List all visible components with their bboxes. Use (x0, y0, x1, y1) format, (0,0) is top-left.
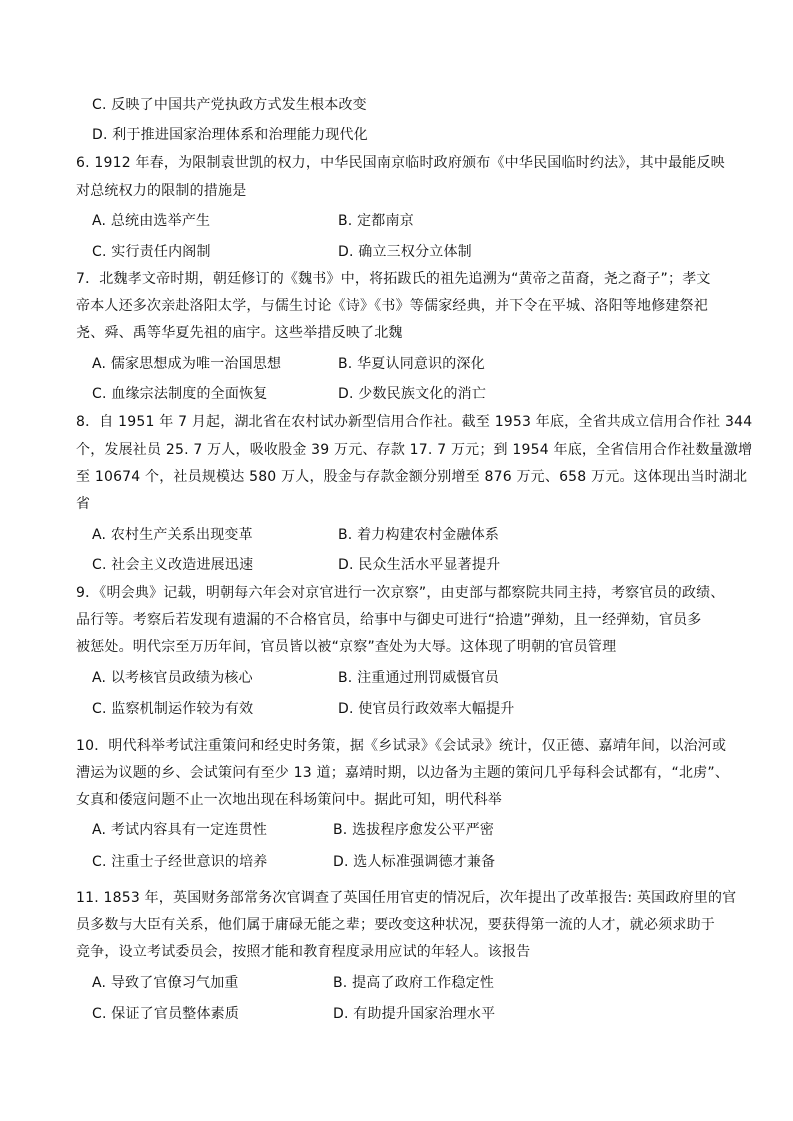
q8-stem-line-1: 8．自 1951 年 7 月起，湖北省在农村试办新型信用合作社。截至 1953 年底，全省共成立信用合作社 344 (76, 414, 753, 430)
q10-option-c: C. 注重士子经世意识的培养 (92, 854, 268, 870)
q10-stem-line-3: 女真和倭寇问题不止一次地出现在科场策问中。据此可知，明代科举 (76, 792, 502, 808)
q7-option-b: B. 华夏认同意识的深化 (338, 356, 485, 372)
q10-stem-line-2: 漕运为议题的乡、会试策问有至少 13 道；嘉靖时期，以边备为主题的策问几乎每科会试都有，“北虏”、 (76, 765, 730, 781)
q8-option-b: B. 着力构建农村金融体系 (338, 527, 500, 543)
q6-stem-line-1: 6. 1912 年春，为限制袁世凯的权力，中华民国南京临时政府颁布《中华民国临时约法》，其中最能反映 (76, 155, 725, 171)
q6-option-d: D. 确立三权分立体制 (338, 244, 472, 260)
q8-stem-line-4: 省 (76, 496, 91, 512)
q7-stem-line-2: 帝本人还多次亲赴洛阳太学，与儒生讨论《诗》《书》等儒家经典，并下令在平城、洛阳等地修建祭祀 (76, 298, 708, 314)
q8-option-a: A. 农村生产关系出现变革 (92, 527, 253, 543)
q7-stem-line-1: 7．北魏孝文帝时期，朝廷修订的《魏书》中，将拓跋氏的祖先追溯为“黄帝之苗裔，尧之裔子”；孝文 (76, 271, 711, 287)
q6-stem-line-2: 对总统权力的限制的措施是 (76, 183, 247, 199)
q10-option-d: D. 选人标准强调德才兼备 (333, 854, 496, 870)
q9-stem-line-1: 9．《明会典》记载，明朝每六年会对京官进行一次京察”，由吏部与都察院共同主持，考察官员的政绩、 (76, 585, 725, 601)
q9-option-c: C. 监察机制运作较为有效 (92, 701, 254, 717)
q10-option-b: B. 选拔程序愈发公平严密 (333, 822, 495, 838)
q11-stem-line-2: 员多数与大臣有关系，他们属于庸碌无能之辈；要改变这种状况，要获得第一流的人才，就必须求助于 (76, 917, 715, 933)
q11-option-b: B. 提高了政府工作稳定性 (333, 975, 495, 991)
q7-option-c: C. 血缘宗法制度的全面恢复 (92, 386, 268, 402)
q11-stem-line-1: 11. 1853 年，英国财务部常务次官调查了英国任用官吏的情况后，次年提出了改革报告: 英国政府里的官 (76, 890, 737, 906)
q5-option-d: D. 利于推进国家治理体系和治理能力现代化 (92, 127, 368, 143)
q7-stem-line-3: 尧、舜、禹等华夏先祖的庙宇。这些举措反映了北魏 (76, 325, 403, 341)
q11-option-d: D. 有助提升国家治理水平 (333, 1006, 496, 1022)
q7-option-d: D. 少数民族文化的消亡 (338, 386, 487, 402)
q9-option-d: D. 使官员行政效率大幅提升 (338, 701, 515, 717)
q9-stem-line-2: 品行等。考察后若发现有遗漏的不合格官员，给事中与御史可进行“拾遗”弹劾，且一经弹劾，官员多 (76, 612, 702, 628)
q8-stem-line-2: 个，发展社员 25. 7 万人，吸收股金 39 万元、存款 17. 7 万元；到 1954 年底，全省信用合作社数量激增 (76, 442, 753, 458)
q11-stem-line-3: 竞争，设立考试委员会，按照才能和教育程度录用应试的年轻人。该报告 (76, 944, 531, 960)
q11-option-c: C. 保证了官员整体素质 (92, 1006, 240, 1022)
q8-option-c: C. 社会主义改造进展迅速 (92, 557, 254, 573)
q9-option-b: B. 注重通过刑罚威慑官员 (338, 670, 500, 686)
q6-option-b: B. 定都南京 (338, 213, 414, 229)
q7-option-a: A. 儒家思想成为唯一治国思想 (92, 356, 282, 372)
q8-stem-line-3: 至 10674 个，社员规模达 580 万人，股金与存款金额分别增至 876 万元、658 万元。这体现出当时湖北 (76, 469, 748, 485)
q8-option-d: D. 民众生活水平显著提升 (338, 557, 501, 573)
q9-stem-line-3: 被惩处。明代宗至万历年间，官员皆以被“京察”查处为大辱。这体现了明朝的官员管理 (76, 639, 617, 655)
q10-option-a: A. 考试内容具有一定连贯性 (92, 822, 268, 838)
q11-option-a: A. 导致了官僚习气加重 (92, 975, 239, 991)
q6-option-a: A. 总统由选举产生 (92, 213, 211, 229)
q9-option-a: A. 以考核官员政绩为核心 (92, 670, 253, 686)
q6-option-c: C. 实行责任内阁制 (92, 244, 211, 260)
q10-stem-line-1: 10．明代科举考试注重策问和经史时务策，据《乡试录》《会试录》统计，仅正德、嘉靖年间，以治河或 (76, 738, 727, 754)
q5-option-c: C. 反映了中国共产党执政方式发生根本改变 (92, 97, 367, 113)
